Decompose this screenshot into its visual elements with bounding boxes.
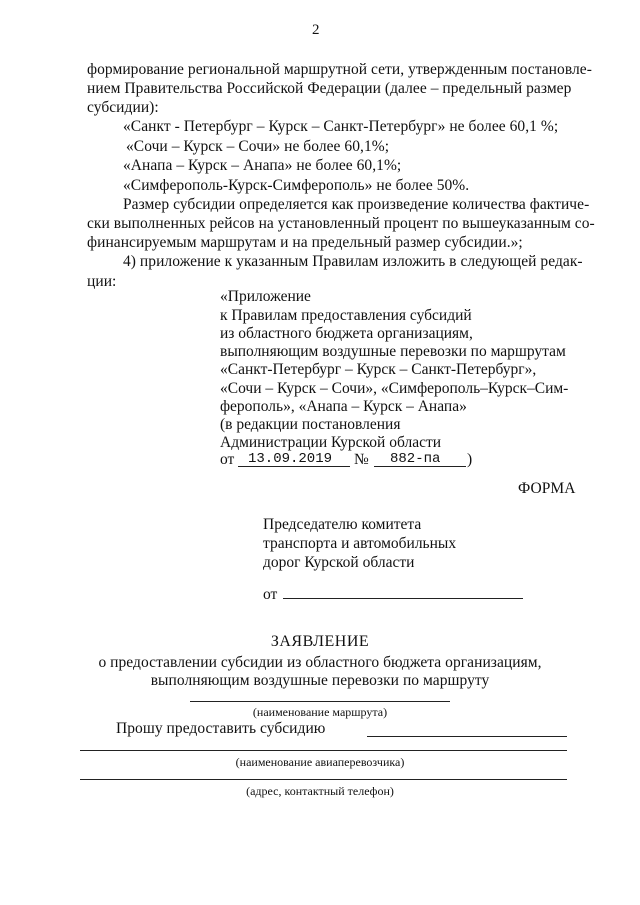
intro-line: формирование региональной маршрутной сети, утвержденным постановле-: [87, 61, 592, 78]
addressee-line: дорог Курской области: [263, 554, 415, 571]
from-label: от: [263, 586, 278, 603]
appendix-line: «Приложение: [220, 288, 311, 305]
intro-line: нием Правительства Российской Федерации (далее – предельный размер: [87, 80, 572, 97]
subsidy-paragraph-line: ски выполненных рейсов на установленный процент по вышеуказанным со-: [87, 215, 595, 232]
carrier-name-line: [80, 750, 567, 751]
route-name-line: [190, 701, 450, 702]
number-underline: [374, 466, 466, 467]
address-line: [80, 779, 567, 780]
statement-title: ЗАЯВЛЕНИЕ: [270, 633, 370, 650]
route-name-caption: (наименование маршрута): [252, 705, 388, 719]
route-item: «Анапа – Курск – Анапа» не более 60,1%;: [123, 157, 402, 174]
page-number: 2: [312, 22, 320, 38]
route-item: «Симферополь-Курск-Симферополь» не более 50%.: [123, 177, 470, 194]
statement-subtitle-line: выполняющим воздушные перевозки по маршруту: [150, 672, 490, 689]
date-value: 13.09.2019: [248, 451, 333, 467]
address-caption: (адрес, контактный телефон): [246, 784, 394, 798]
date-prefix: от: [220, 451, 235, 468]
appendix-line: ферополь», «Анапа – Курск – Анапа»: [220, 398, 467, 415]
appendix-line: (в редакции постановления: [220, 416, 401, 433]
addressee-line: транспорта и автомобильных: [263, 535, 457, 552]
statement-subtitle-line: о предоставлении субсидии из областного бюджета организациям,: [98, 654, 542, 671]
appendix-line: выполняющим воздушные перевозки по маршрутам: [220, 343, 566, 360]
item4-line: ции:: [87, 273, 117, 290]
appendix-line: «Сочи – Курск – Сочи», «Симферополь–Курск–Сим-: [220, 380, 569, 397]
carrier-name-caption: (наименование авиаперевозчика): [235, 755, 405, 769]
appendix-line: к Правилам предоставления субсидий: [220, 307, 472, 324]
appendix-line: из областного бюджета организациям,: [220, 325, 473, 342]
subsidy-paragraph-line: финансируемым маршрутам и на предельный размер субсидии.»;: [87, 234, 523, 251]
intro-line: субсидии):: [87, 99, 159, 116]
addressee-line: Председателю комитета: [263, 516, 422, 533]
subsidy-paragraph-line: Размер субсидии определяется как произведение количества фактиче-: [123, 196, 590, 213]
appendix-line: Администрации Курской области: [220, 434, 442, 451]
number-value: 882-па: [390, 451, 441, 467]
request-blank-line: [367, 736, 567, 737]
appendix-line: «Санкт-Петербург – Курск – Санкт-Петербург»,: [220, 361, 537, 378]
number-sign: №: [354, 451, 369, 468]
route-item: «Санкт - Петербург – Курск – Санкт-Петербург» не более 60,1 %;: [123, 118, 559, 135]
closing-paren: ): [467, 451, 473, 468]
route-item: «Сочи – Курск – Сочи» не более 60,1%;: [126, 138, 390, 155]
item4-line: 4) приложение к указанным Правилам изложить в следующей редак-: [123, 253, 583, 270]
request-text: Прошу предоставить субсидию: [116, 720, 326, 737]
from-blank-line: [283, 598, 523, 599]
form-label: ФОРМА: [518, 480, 576, 497]
date-underline: [238, 466, 350, 467]
